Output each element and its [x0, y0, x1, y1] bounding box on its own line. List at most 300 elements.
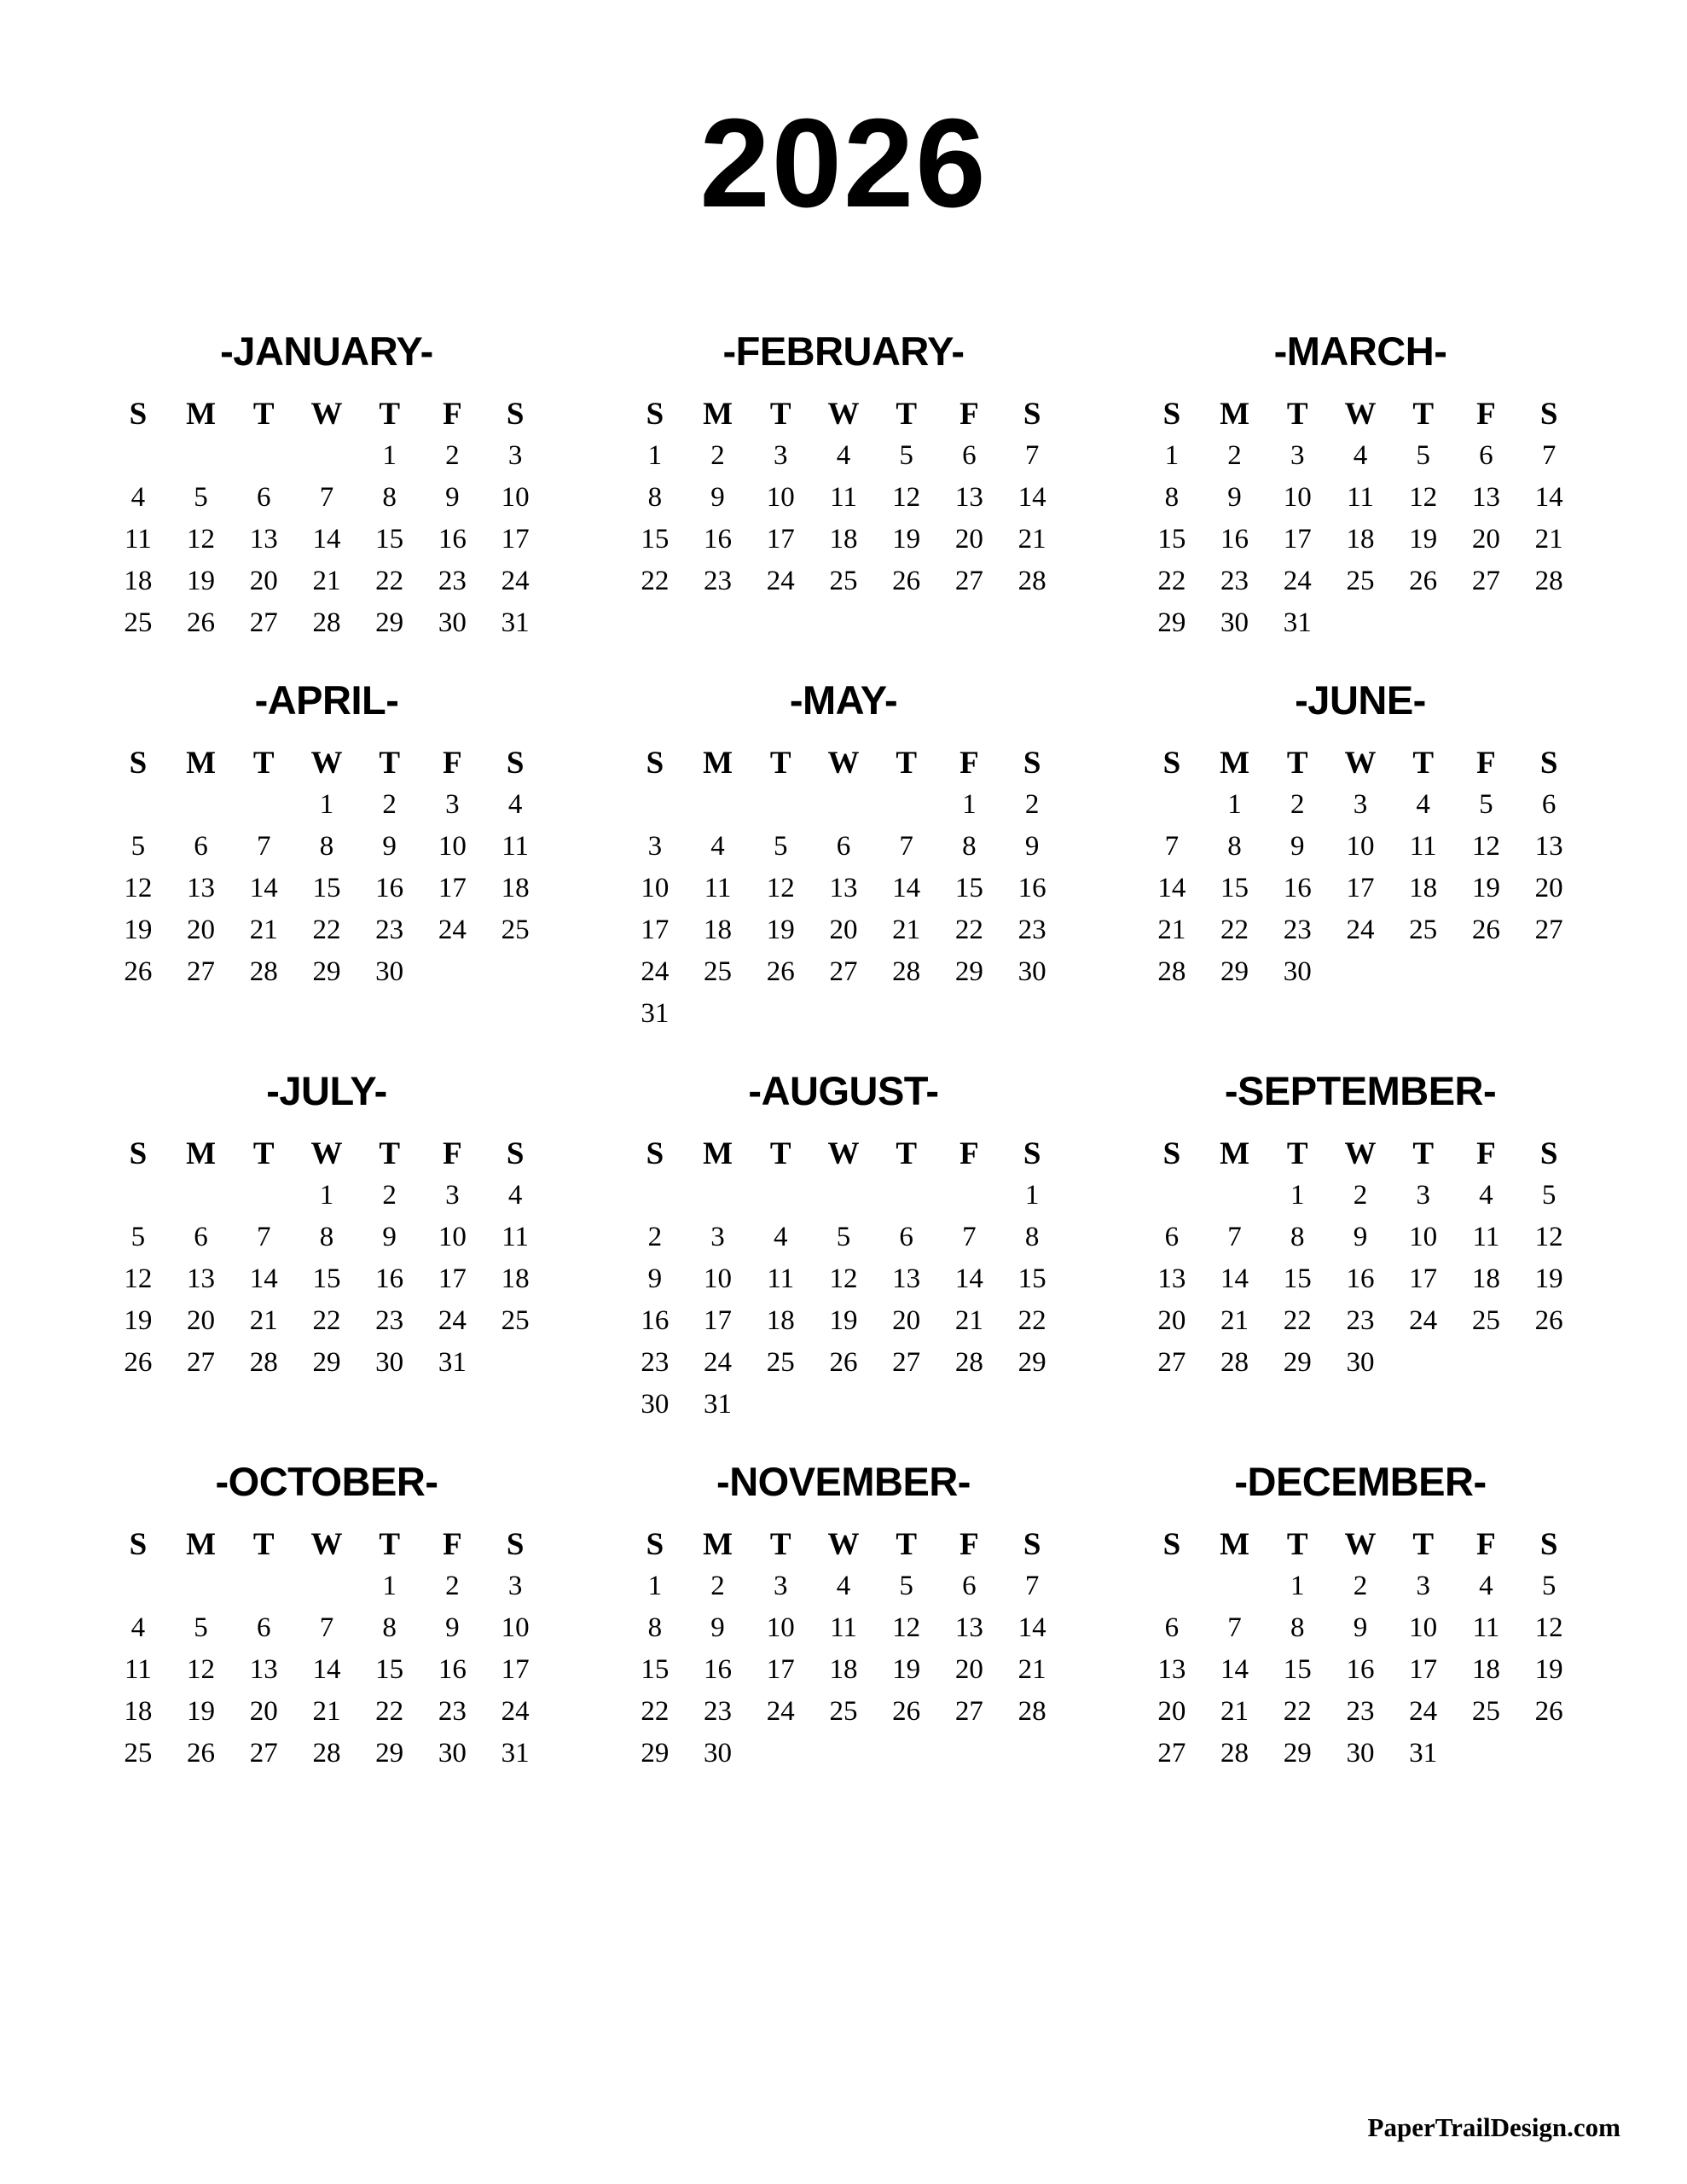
day-cell[interactable]: 2 — [1227, 440, 1242, 471]
day-cell[interactable]: 22 — [1157, 566, 1186, 596]
day-cell[interactable]: 28 — [312, 607, 341, 638]
day-cell[interactable]: 1 — [382, 1571, 397, 1601]
day-cell[interactable]: 16 — [1346, 1263, 1375, 1294]
day-cell[interactable]: 4 — [836, 1571, 851, 1601]
day-cell[interactable]: 26 — [187, 1738, 216, 1769]
day-cell[interactable]: 29 — [375, 1738, 404, 1769]
day-cell[interactable]: 13 — [249, 1654, 278, 1685]
day-cell[interactable]: 10 — [438, 831, 467, 862]
day-cell[interactable]: 4 — [1479, 1180, 1493, 1211]
day-cell[interactable]: 5 — [836, 1222, 851, 1252]
day-cell[interactable]: 4 — [1416, 789, 1430, 820]
day-cell[interactable]: 29 — [641, 1738, 670, 1769]
day-cell[interactable]: 8 — [962, 831, 977, 862]
day-cell[interactable]: 14 — [1220, 1654, 1249, 1685]
day-cell[interactable]: 14 — [892, 873, 921, 903]
day-cell[interactable]: 16 — [1220, 524, 1249, 555]
day-cell[interactable]: 23 — [438, 566, 467, 596]
day-cell[interactable]: 2 — [710, 1571, 725, 1601]
day-cell[interactable]: 24 — [1283, 566, 1312, 596]
day-cell[interactable]: 13 — [187, 1263, 216, 1294]
day-cell[interactable]: 30 — [375, 956, 404, 987]
day-cell[interactable]: 31 — [1409, 1738, 1438, 1769]
day-cell[interactable]: 22 — [1220, 915, 1249, 945]
day-cell[interactable]: 5 — [130, 831, 146, 862]
day-cell[interactable]: 21 — [312, 1696, 341, 1727]
day-cell[interactable]: 19 — [766, 915, 795, 945]
day-cell[interactable]: 9 — [1353, 1222, 1368, 1252]
day-cell[interactable]: 12 — [1534, 1612, 1563, 1643]
day-cell[interactable]: 30 — [1220, 607, 1249, 638]
day-cell[interactable]: 10 — [704, 1263, 733, 1294]
day-cell[interactable]: 17 — [766, 524, 795, 555]
day-cell[interactable]: 7 — [899, 831, 913, 862]
day-cell[interactable]: 7 — [1024, 440, 1040, 471]
day-cell[interactable]: 3 — [1290, 440, 1305, 471]
day-cell[interactable]: 31 — [438, 1347, 467, 1378]
day-cell[interactable]: 16 — [375, 873, 404, 903]
day-cell[interactable]: 21 — [892, 915, 921, 945]
day-cell[interactable]: 11 — [501, 831, 529, 862]
day-cell[interactable]: 22 — [312, 915, 341, 945]
day-cell[interactable]: 7 — [1024, 1571, 1040, 1601]
day-cell[interactable]: 20 — [954, 1654, 983, 1685]
day-cell[interactable]: 25 — [501, 1305, 530, 1336]
day-cell[interactable]: 22 — [375, 566, 404, 596]
day-cell[interactable]: 30 — [641, 1389, 670, 1420]
day-cell[interactable]: 13 — [1157, 1263, 1186, 1294]
day-cell[interactable]: 10 — [1346, 831, 1375, 862]
day-cell[interactable]: 24 — [438, 915, 467, 945]
day-cell[interactable]: 12 — [829, 1263, 858, 1294]
day-cell[interactable]: 15 — [312, 873, 341, 903]
day-cell[interactable]: 18 — [704, 915, 733, 945]
day-cell[interactable]: 27 — [187, 956, 216, 987]
day-cell[interactable]: 12 — [1409, 482, 1438, 513]
day-cell[interactable]: 30 — [1283, 956, 1312, 987]
day-cell[interactable]: 7 — [257, 1222, 271, 1252]
day-cell[interactable]: 17 — [1409, 1654, 1438, 1685]
day-cell[interactable]: 3 — [1353, 789, 1368, 820]
day-cell[interactable]: 7 — [319, 482, 334, 513]
day-cell[interactable]: 31 — [501, 607, 530, 638]
day-cell[interactable]: 2 — [382, 789, 397, 820]
day-cell[interactable]: 18 — [829, 1654, 858, 1685]
day-cell[interactable]: 8 — [647, 482, 663, 513]
day-cell[interactable]: 27 — [1157, 1738, 1186, 1769]
day-cell[interactable]: 18 — [1409, 873, 1438, 903]
day-cell[interactable]: 2 — [1290, 789, 1305, 820]
day-cell[interactable]: 25 — [829, 566, 858, 596]
day-cell[interactable]: 27 — [892, 1347, 921, 1378]
day-cell[interactable]: 2 — [1024, 789, 1040, 820]
day-cell[interactable]: 30 — [438, 1738, 467, 1769]
day-cell[interactable]: 27 — [954, 566, 983, 596]
day-cell[interactable]: 18 — [124, 1696, 153, 1727]
day-cell[interactable]: 29 — [312, 1347, 341, 1378]
day-cell[interactable]: 4 — [130, 482, 146, 513]
day-cell[interactable]: 18 — [501, 1263, 530, 1294]
day-cell[interactable]: 5 — [1541, 1571, 1557, 1601]
day-cell[interactable]: 8 — [1164, 482, 1180, 513]
day-cell[interactable]: 5 — [899, 440, 913, 471]
day-cell[interactable]: 30 — [1346, 1347, 1375, 1378]
day-cell[interactable]: 1 — [382, 440, 397, 471]
day-cell[interactable]: 30 — [375, 1347, 404, 1378]
day-cell[interactable]: 23 — [704, 1696, 733, 1727]
day-cell[interactable]: 19 — [124, 1305, 153, 1336]
day-cell[interactable]: 21 — [954, 1305, 983, 1336]
day-cell[interactable]: 13 — [187, 873, 216, 903]
day-cell[interactable]: 25 — [1471, 1696, 1500, 1727]
day-cell[interactable]: 9 — [1024, 831, 1040, 862]
day-cell[interactable]: 9 — [1290, 831, 1305, 862]
day-cell[interactable]: 11 — [830, 1612, 857, 1643]
day-cell[interactable]: 14 — [1017, 482, 1046, 513]
day-cell[interactable]: 15 — [641, 1654, 670, 1685]
day-cell[interactable]: 29 — [312, 956, 341, 987]
day-cell[interactable]: 17 — [1346, 873, 1375, 903]
day-cell[interactable]: 19 — [124, 915, 153, 945]
day-cell[interactable]: 23 — [375, 1305, 404, 1336]
day-cell[interactable]: 8 — [382, 1612, 397, 1643]
day-cell[interactable]: 31 — [641, 998, 670, 1029]
day-cell[interactable]: 23 — [1017, 915, 1046, 945]
day-cell[interactable]: 22 — [312, 1305, 341, 1336]
day-cell[interactable]: 14 — [954, 1263, 983, 1294]
day-cell[interactable]: 10 — [766, 1612, 795, 1643]
day-cell[interactable]: 24 — [501, 1696, 530, 1727]
day-cell[interactable]: 19 — [187, 1696, 216, 1727]
day-cell[interactable]: 7 — [319, 1612, 334, 1643]
day-cell[interactable]: 15 — [1017, 1263, 1046, 1294]
day-cell[interactable]: 22 — [1017, 1305, 1046, 1336]
day-cell[interactable]: 21 — [1157, 915, 1186, 945]
day-cell[interactable]: 6 — [1164, 1222, 1180, 1252]
day-cell[interactable]: 20 — [954, 524, 983, 555]
day-cell[interactable]: 28 — [892, 956, 921, 987]
day-cell[interactable]: 1 — [1164, 440, 1180, 471]
day-cell[interactable]: 2 — [710, 440, 725, 471]
day-cell[interactable]: 8 — [1290, 1222, 1305, 1252]
day-cell[interactable]: 4 — [1353, 440, 1368, 471]
day-cell[interactable]: 1 — [1290, 1180, 1305, 1211]
day-cell[interactable]: 15 — [1283, 1654, 1312, 1685]
day-cell[interactable]: 28 — [249, 956, 278, 987]
day-cell[interactable]: 13 — [954, 1612, 983, 1643]
day-cell[interactable]: 8 — [1290, 1612, 1305, 1643]
day-cell[interactable]: 9 — [710, 482, 725, 513]
day-cell[interactable]: 30 — [704, 1738, 733, 1769]
day-cell[interactable]: 2 — [445, 1571, 460, 1601]
day-cell[interactable]: 15 — [1157, 524, 1186, 555]
day-cell[interactable]: 20 — [187, 1305, 216, 1336]
day-cell[interactable]: 18 — [829, 524, 858, 555]
day-cell[interactable]: 14 — [312, 524, 341, 555]
day-cell[interactable]: 12 — [124, 873, 153, 903]
day-cell[interactable]: 24 — [704, 1347, 733, 1378]
day-cell[interactable]: 28 — [1534, 566, 1563, 596]
day-cell[interactable]: 13 — [829, 873, 858, 903]
day-cell[interactable]: 28 — [954, 1347, 983, 1378]
day-cell[interactable]: 6 — [899, 1222, 913, 1252]
day-cell[interactable]: 1 — [319, 789, 334, 820]
day-cell[interactable]: 30 — [1346, 1738, 1375, 1769]
day-cell[interactable]: 25 — [1409, 915, 1438, 945]
day-cell[interactable]: 1 — [1227, 789, 1242, 820]
day-cell[interactable]: 21 — [1534, 524, 1563, 555]
day-cell[interactable]: 17 — [766, 1654, 795, 1685]
day-cell[interactable]: 5 — [1541, 1180, 1557, 1211]
day-cell[interactable]: 10 — [1283, 482, 1312, 513]
day-cell[interactable]: 26 — [892, 1696, 921, 1727]
day-cell[interactable]: 11 — [124, 1654, 152, 1685]
day-cell[interactable]: 5 — [899, 1571, 913, 1601]
day-cell[interactable]: 29 — [1017, 1347, 1046, 1378]
day-cell[interactable]: 17 — [641, 915, 670, 945]
day-cell[interactable]: 6 — [257, 1612, 271, 1643]
day-cell[interactable]: 28 — [249, 1347, 278, 1378]
day-cell[interactable]: 2 — [647, 1222, 663, 1252]
day-cell[interactable]: 16 — [438, 524, 467, 555]
day-cell[interactable]: 27 — [954, 1696, 983, 1727]
day-cell[interactable]: 19 — [892, 1654, 921, 1685]
day-cell[interactable]: 10 — [766, 482, 795, 513]
day-cell[interactable]: 22 — [375, 1696, 404, 1727]
day-cell[interactable]: 20 — [249, 566, 278, 596]
day-cell[interactable]: 9 — [445, 1612, 460, 1643]
day-cell[interactable]: 27 — [249, 607, 278, 638]
day-cell[interactable]: 28 — [1220, 1347, 1249, 1378]
day-cell[interactable]: 8 — [382, 482, 397, 513]
day-cell[interactable]: 19 — [1534, 1654, 1563, 1685]
day-cell[interactable]: 23 — [1346, 1696, 1375, 1727]
day-cell[interactable]: 6 — [194, 1222, 208, 1252]
day-cell[interactable]: 30 — [1017, 956, 1046, 987]
day-cell[interactable]: 5 — [194, 482, 208, 513]
day-cell[interactable]: 19 — [1534, 1263, 1563, 1294]
day-cell[interactable]: 21 — [1220, 1305, 1249, 1336]
day-cell[interactable]: 14 — [249, 873, 278, 903]
day-cell[interactable]: 23 — [1220, 566, 1249, 596]
day-cell[interactable]: 3 — [1416, 1571, 1430, 1601]
day-cell[interactable]: 30 — [438, 607, 467, 638]
day-cell[interactable]: 20 — [187, 915, 216, 945]
day-cell[interactable]: 11 — [1472, 1612, 1500, 1643]
day-cell[interactable]: 17 — [438, 873, 467, 903]
day-cell[interactable]: 27 — [187, 1347, 216, 1378]
day-cell[interactable]: 23 — [641, 1347, 670, 1378]
day-cell[interactable]: 13 — [892, 1263, 921, 1294]
day-cell[interactable]: 21 — [312, 566, 341, 596]
day-cell[interactable]: 13 — [1471, 482, 1500, 513]
day-cell[interactable]: 18 — [1471, 1654, 1500, 1685]
day-cell[interactable]: 9 — [382, 1222, 397, 1252]
day-cell[interactable]: 25 — [1471, 1305, 1500, 1336]
day-cell[interactable]: 5 — [774, 831, 788, 862]
day-cell[interactable]: 25 — [124, 1738, 153, 1769]
day-cell[interactable]: 6 — [962, 1571, 977, 1601]
day-cell[interactable]: 21 — [249, 1305, 278, 1336]
day-cell[interactable]: 20 — [1157, 1305, 1186, 1336]
day-cell[interactable]: 19 — [187, 566, 216, 596]
day-cell[interactable]: 2 — [382, 1180, 397, 1211]
day-cell[interactable]: 10 — [501, 482, 530, 513]
day-cell[interactable]: 3 — [445, 1180, 460, 1211]
day-cell[interactable]: 22 — [1283, 1305, 1312, 1336]
day-cell[interactable]: 1 — [319, 1180, 334, 1211]
day-cell[interactable]: 14 — [1220, 1263, 1249, 1294]
day-cell[interactable]: 28 — [1220, 1738, 1249, 1769]
day-cell[interactable]: 9 — [1353, 1612, 1368, 1643]
day-cell[interactable]: 29 — [954, 956, 983, 987]
day-cell[interactable]: 20 — [1471, 524, 1500, 555]
day-cell[interactable]: 11 — [704, 873, 732, 903]
day-cell[interactable]: 24 — [766, 1696, 795, 1727]
day-cell[interactable]: 20 — [892, 1305, 921, 1336]
day-cell[interactable]: 25 — [704, 956, 733, 987]
day-cell[interactable]: 16 — [438, 1654, 467, 1685]
day-cell[interactable]: 13 — [1157, 1654, 1186, 1685]
day-cell[interactable]: 23 — [1346, 1305, 1375, 1336]
day-cell[interactable]: 24 — [641, 956, 670, 987]
day-cell[interactable]: 4 — [1479, 1571, 1493, 1601]
day-cell[interactable]: 26 — [1534, 1696, 1563, 1727]
day-cell[interactable]: 14 — [312, 1654, 341, 1685]
day-cell[interactable]: 15 — [1283, 1263, 1312, 1294]
day-cell[interactable]: 7 — [962, 1222, 977, 1252]
day-cell[interactable]: 21 — [1220, 1696, 1249, 1727]
day-cell[interactable]: 18 — [501, 873, 530, 903]
day-cell[interactable]: 14 — [1017, 1612, 1046, 1643]
day-cell[interactable]: 10 — [501, 1612, 530, 1643]
day-cell[interactable]: 22 — [641, 566, 670, 596]
day-cell[interactable]: 8 — [1227, 831, 1242, 862]
day-cell[interactable]: 25 — [829, 1696, 858, 1727]
day-cell[interactable]: 17 — [1409, 1263, 1438, 1294]
day-cell[interactable]: 26 — [124, 956, 153, 987]
day-cell[interactable]: 3 — [774, 1571, 788, 1601]
day-cell[interactable]: 6 — [836, 831, 851, 862]
day-cell[interactable]: 1 — [647, 440, 663, 471]
day-cell[interactable]: 23 — [438, 1696, 467, 1727]
day-cell[interactable]: 5 — [130, 1222, 146, 1252]
day-cell[interactable]: 5 — [194, 1612, 208, 1643]
day-cell[interactable]: 21 — [1017, 1654, 1046, 1685]
day-cell[interactable]: 31 — [501, 1738, 530, 1769]
day-cell[interactable]: 2 — [445, 440, 460, 471]
day-cell[interactable]: 5 — [1416, 440, 1430, 471]
day-cell[interactable]: 16 — [641, 1305, 670, 1336]
day-cell[interactable]: 6 — [962, 440, 977, 471]
day-cell[interactable]: 22 — [954, 915, 983, 945]
day-cell[interactable]: 4 — [836, 440, 851, 471]
day-cell[interactable]: 15 — [954, 873, 983, 903]
day-cell[interactable]: 26 — [1534, 1305, 1563, 1336]
day-cell[interactable]: 12 — [892, 482, 921, 513]
day-cell[interactable]: 3 — [1416, 1180, 1430, 1211]
day-cell[interactable]: 27 — [1471, 566, 1500, 596]
day-cell[interactable]: 3 — [507, 1571, 523, 1601]
day-cell[interactable]: 9 — [445, 482, 460, 513]
day-cell[interactable]: 17 — [438, 1263, 467, 1294]
day-cell[interactable]: 6 — [1479, 440, 1493, 471]
day-cell[interactable]: 9 — [710, 1612, 725, 1643]
day-cell[interactable]: 15 — [641, 524, 670, 555]
day-cell[interactable]: 12 — [1471, 831, 1500, 862]
day-cell[interactable]: 28 — [312, 1738, 341, 1769]
day-cell[interactable]: 25 — [766, 1347, 795, 1378]
day-cell[interactable]: 11 — [830, 482, 857, 513]
day-cell[interactable]: 16 — [1283, 873, 1312, 903]
day-cell[interactable]: 17 — [1283, 524, 1312, 555]
day-cell[interactable]: 8 — [319, 831, 334, 862]
day-cell[interactable]: 12 — [187, 524, 216, 555]
day-cell[interactable]: 26 — [124, 1347, 153, 1378]
day-cell[interactable]: 26 — [892, 566, 921, 596]
day-cell[interactable]: 14 — [1534, 482, 1563, 513]
day-cell[interactable]: 7 — [257, 831, 271, 862]
day-cell[interactable]: 19 — [829, 1305, 858, 1336]
day-cell[interactable]: 26 — [187, 607, 216, 638]
day-cell[interactable]: 13 — [954, 482, 983, 513]
day-cell[interactable]: 12 — [187, 1654, 216, 1685]
day-cell[interactable]: 28 — [1017, 1696, 1046, 1727]
day-cell[interactable]: 24 — [501, 566, 530, 596]
day-cell[interactable]: 3 — [710, 1222, 725, 1252]
day-cell[interactable]: 25 — [501, 915, 530, 945]
day-cell[interactable]: 31 — [1283, 607, 1312, 638]
day-cell[interactable]: 27 — [249, 1738, 278, 1769]
day-cell[interactable]: 12 — [124, 1263, 153, 1294]
day-cell[interactable]: 22 — [1283, 1696, 1312, 1727]
day-cell[interactable]: 6 — [1164, 1612, 1180, 1643]
day-cell[interactable]: 20 — [1157, 1696, 1186, 1727]
day-cell[interactable]: 6 — [194, 831, 208, 862]
day-cell[interactable]: 11 — [1409, 831, 1437, 862]
day-cell[interactable]: 11 — [1347, 482, 1374, 513]
day-cell[interactable]: 26 — [766, 956, 795, 987]
day-cell[interactable]: 24 — [1409, 1696, 1438, 1727]
day-cell[interactable]: 13 — [1534, 831, 1563, 862]
day-cell[interactable]: 28 — [1157, 956, 1186, 987]
day-cell[interactable]: 24 — [438, 1305, 467, 1336]
day-cell[interactable]: 10 — [438, 1222, 467, 1252]
day-cell[interactable]: 11 — [767, 1263, 795, 1294]
day-cell[interactable]: 25 — [124, 607, 153, 638]
day-cell[interactable]: 24 — [766, 566, 795, 596]
day-cell[interactable]: 29 — [1220, 956, 1249, 987]
day-cell[interactable]: 8 — [647, 1612, 663, 1643]
day-cell[interactable]: 4 — [774, 1222, 788, 1252]
day-cell[interactable]: 9 — [647, 1263, 663, 1294]
day-cell[interactable]: 18 — [1471, 1263, 1500, 1294]
day-cell[interactable]: 15 — [375, 1654, 404, 1685]
day-cell[interactable]: 21 — [249, 915, 278, 945]
day-cell[interactable]: 12 — [766, 873, 795, 903]
day-cell[interactable]: 10 — [641, 873, 670, 903]
day-cell[interactable]: 18 — [124, 566, 153, 596]
day-cell[interactable]: 19 — [1409, 524, 1438, 555]
day-cell[interactable]: 16 — [1017, 873, 1046, 903]
day-cell[interactable]: 1 — [647, 1571, 663, 1601]
day-cell[interactable]: 11 — [1472, 1222, 1500, 1252]
day-cell[interactable]: 19 — [892, 524, 921, 555]
day-cell[interactable]: 15 — [375, 524, 404, 555]
day-cell[interactable]: 3 — [647, 831, 663, 862]
day-cell[interactable]: 4 — [710, 831, 725, 862]
day-cell[interactable]: 19 — [1471, 873, 1500, 903]
